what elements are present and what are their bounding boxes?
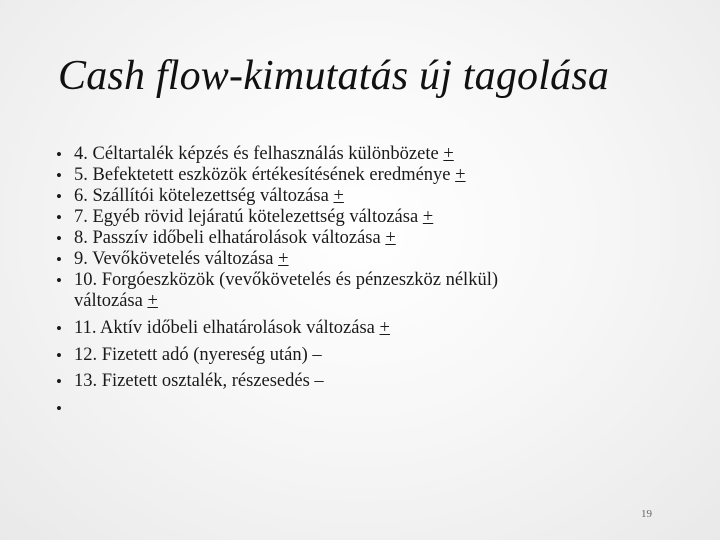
list-item-text: 10. Forgóeszközök (vevőkövetelés és pénzeszköz nélkül) bbox=[74, 270, 499, 290]
sign-marker: + bbox=[385, 228, 396, 248]
list-item bbox=[56, 207, 616, 228]
sign-marker: + bbox=[333, 186, 344, 206]
sign-marker: + bbox=[147, 291, 158, 311]
list-item-text: 11. Aktív időbeli elhatárolások változása bbox=[74, 317, 380, 338]
slide-title: Cash flow-kimutatás új tagolása bbox=[58, 53, 610, 99]
list-item bbox=[56, 345, 616, 366]
list-item-text: 8. Passzív időbeli elhatárolások változása bbox=[74, 228, 386, 248]
page-number: 19 bbox=[641, 508, 652, 520]
list-item bbox=[56, 270, 616, 312]
list-item-text: 13. Fizetett osztalék, részesedés – bbox=[74, 371, 324, 392]
list-item-text: 4. Céltartalék képzés és felhasználás különbözete bbox=[74, 144, 444, 164]
list-item-text: 9. Vevőkövetelés változása bbox=[74, 249, 279, 269]
sign-marker: + bbox=[278, 249, 289, 269]
list-item-text: 6. Szállítói kötelezettség változása bbox=[74, 186, 334, 206]
list-item-text: 5. Befektetett eszközök értékesítésének eredménye bbox=[74, 165, 456, 185]
list-item bbox=[56, 371, 616, 392]
list-item-text-continued: változása bbox=[74, 291, 148, 311]
empty-list-item bbox=[56, 398, 616, 419]
list-item bbox=[56, 318, 616, 339]
list-item-text: 12. Fizetett adó (nyereség után) – bbox=[74, 344, 322, 365]
sign-marker: + bbox=[379, 317, 390, 338]
bullet-list bbox=[56, 144, 616, 425]
sign-marker: + bbox=[443, 144, 454, 164]
list-item bbox=[56, 249, 616, 270]
list-item-text: 7. Egyéb rövid lejáratú kötelezettség változása bbox=[74, 207, 423, 227]
sign-marker: + bbox=[455, 165, 466, 185]
list-item bbox=[56, 186, 616, 207]
list-item bbox=[56, 144, 616, 165]
list-item bbox=[56, 165, 616, 186]
list-item bbox=[56, 228, 616, 249]
sign-marker: + bbox=[422, 207, 434, 227]
